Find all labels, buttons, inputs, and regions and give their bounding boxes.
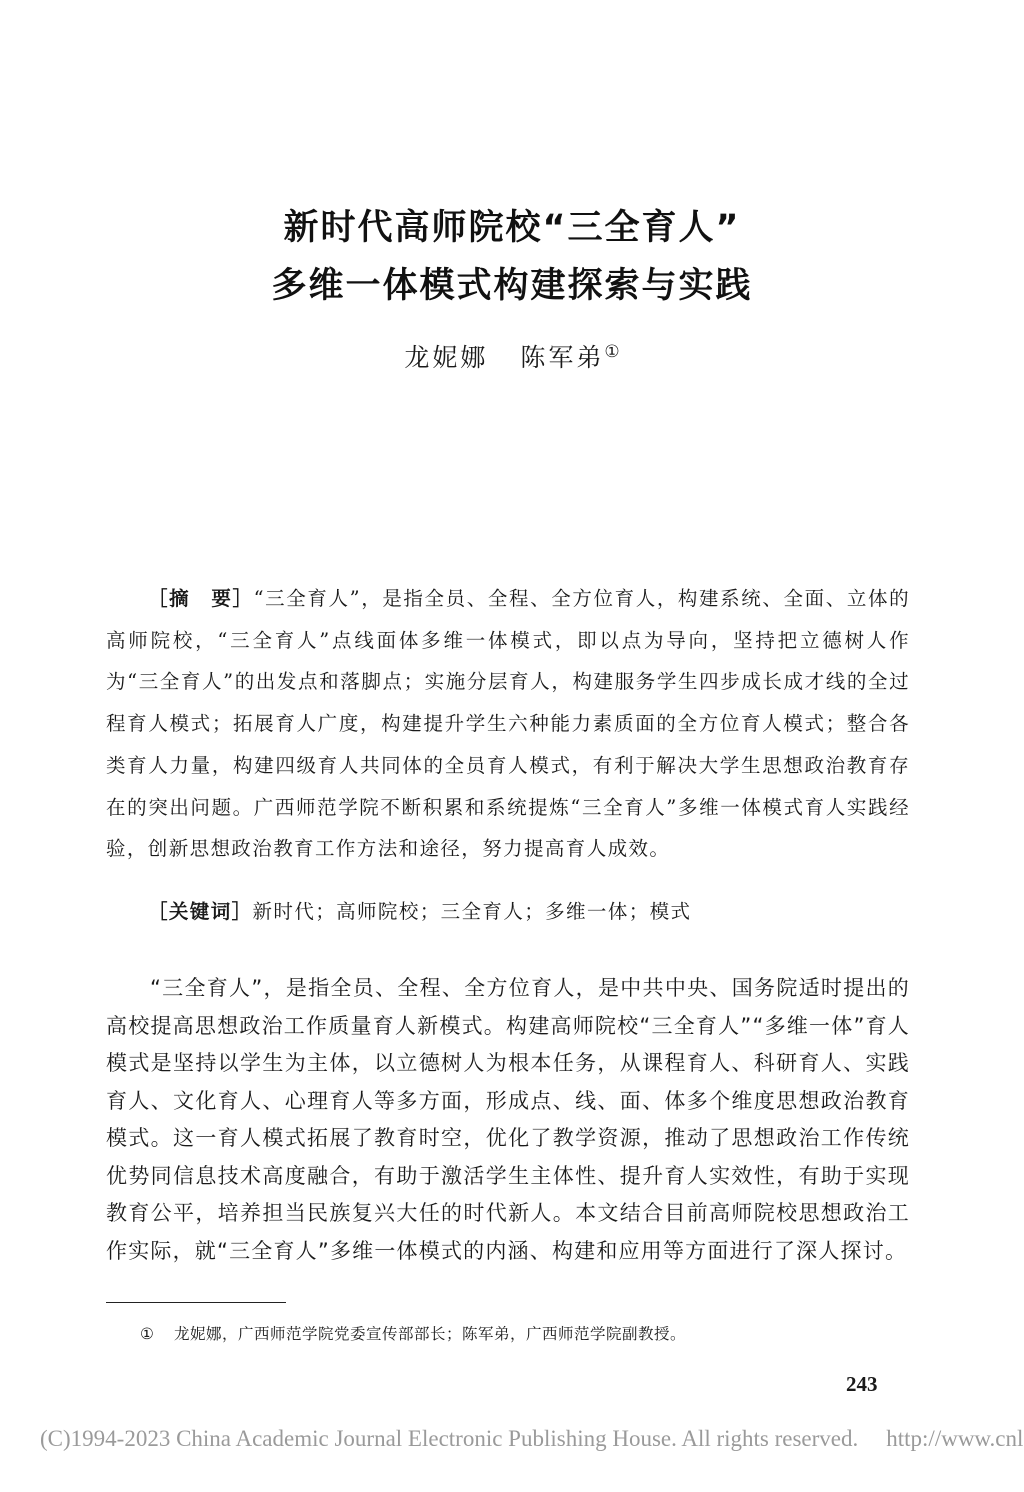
keywords-label: ［关键词］ [148,900,253,923]
footnote-mark: ① [140,1325,155,1343]
page-number: 243 [846,1372,878,1396]
copyright-notice [40,1426,1023,1452]
article-title-line-1: 新时代高师院校“三全育人” [283,208,741,248]
abstract-text: “三全育人”，是指全员、全程、全方位育人，构建系统、全面、立体的高师院校，“三全育人”点线面体多维一体模式，即以点为导向，坚持把立德树人作为“三全育人”的出发点和落脚点；实施分层育人，构建服务学生四步成长成才线的全过程育人模式；拓展育人广度，构建提升学生六种能力素质面的全方位育人模式；整合各类育人力量，构建四级育人共同体的全员育人模式，有利于解决大学生思想政治教育存在的突出问题。广西师范学院不断积累和系统提炼“三全育人”多维一体模式育人实践经验，创新思想政治教育工作方法和途径，努力提高育人成效。 [106,587,910,861]
author-first: 龙妮娜 [404,343,489,372]
author-line [0,338,1024,374]
copyright-url: http://www.cnl [886,1426,1024,1451]
article-title-line-2: 多维一体模式构建探索与实践 [271,266,753,306]
author-footnote-mark: ① [604,342,620,362]
footnote-text: 龙妮娜，广西师范学院党委宣传部部长；陈军弟，广西师范学院副教授。 [174,1325,687,1343]
footnote-divider [106,1302,286,1303]
abstract-label: ［摘 要］ [148,587,254,610]
abstract [106,578,910,870]
author-second: 陈军弟 [520,343,605,372]
keywords-text: 新时代；高师院校；三全育人；多维一体；模式 [252,900,692,923]
body-paragraph: “三全育人”，是指全员、全程、全方位育人，是中共中央、国务院适时提出的高校提高思想政治工作质量育人新模式。构建高师院校“三全育人”“多维一体”育人模式是坚持以学生为主体，以立德树人为根本任务，从课程育人、科研育人、实践育人、文化育人、心理育人等多方面，形成点、线、面、体多个维度思想政治教育模式。这一育人模式拓展了教育时空，优化了教学资源，推动了思想政治工作传统优势同信息技术高度融合，有助于激活学生主体性、提升育人实效性，有助于实现教育公平，培养担当民族复兴大任的时代新人。本文结合目前高师院校思想政治工作实际，就“三全育人”多维一体模式的内涵、构建和应用等方面进行了深人探讨。 [106,976,910,1263]
copyright-text: (C)1994-2023 China Academic Journal Electronic Publishing House. All rights reserved. [40,1426,859,1451]
keywords [148,896,908,928]
footnote [140,1322,900,1344]
